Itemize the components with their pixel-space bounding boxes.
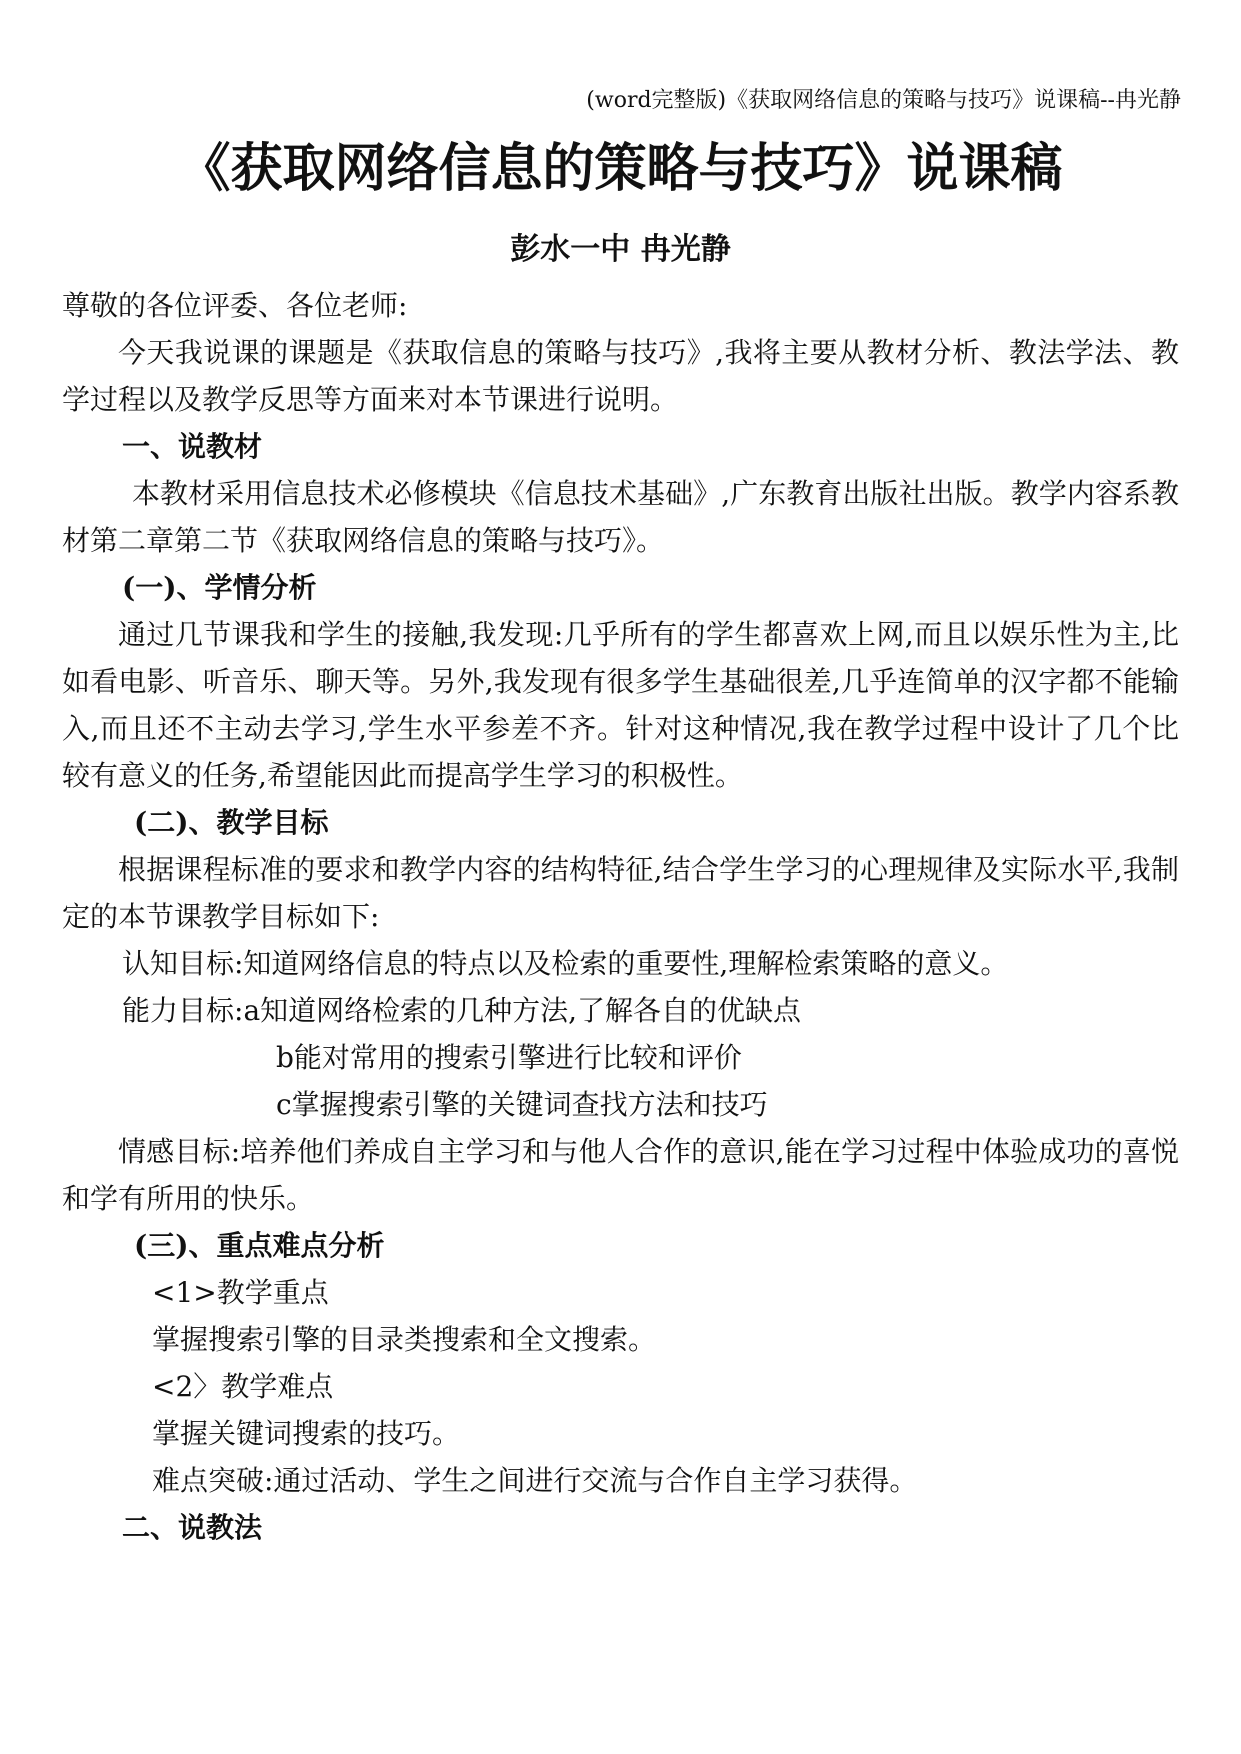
difficulty-text: 掌握关键词搜索的技巧。	[152, 1417, 461, 1450]
emotion-goal: 情感目标:培养他们养成自主学习和与他人合作的意识,能在学习过程中体验成功的喜悦和学有所用的快乐。	[62, 1135, 1179, 1215]
subsection-heading-learner-analysis: (一)、学情分析	[122, 571, 317, 604]
greeting: 尊敬的各位评委、各位老师:	[62, 289, 408, 322]
key-point-label: <1>教学重点	[152, 1276, 329, 1309]
learner-analysis-paragraph: 通过几节课我和学生的接触,我发现:几乎所有的学生都喜欢上网,而且以娱乐性为主,比如看电影、听音乐、聊天等。另外,我发现有很多学生基础很差,几乎连简单的汉字都不能输入,而且还不主动去学习,学生水平参差不齐。针对这种情况,我在教学过程中设计了几个比较有意义的任务,希望能因此而提高学生学习的积极性。	[62, 618, 1179, 792]
cognitive-goal: 认知目标:知道网络信息的特点以及检索的重要性,理解检索策略的意义。	[122, 947, 1009, 980]
document-author: 彭水一中 冉光静	[510, 232, 731, 267]
teaching-goals-paragraph: 根据课程标准的要求和教学内容的结构特征,结合学生学习的心理规律及实际水平,我制定的本节课教学目标如下:	[62, 853, 1179, 933]
intro-paragraph: 今天我说课的课题是《获取信息的策略与技巧》,我将主要从教材分析、教法学法、教学过程以及教学反思等方面来对本节课进行说明。	[62, 336, 1179, 416]
ability-goal-line	[62, 987, 1179, 1034]
ability-goal-label: 能力目标:	[122, 994, 244, 1027]
textbook-paragraph: 本教材采用信息技术必修模块《信息技术基础》,广东教育出版社出版。教学内容系教材第二章第二节《获取网络信息的策略与技巧》。	[62, 477, 1179, 557]
subsection-heading-teaching-goals: (二)、教学目标	[134, 806, 329, 839]
section-heading-textbook: 一、说教材	[122, 430, 263, 463]
section-heading-teaching-method: 二、说教法	[122, 1511, 263, 1544]
difficulty-breakthrough: 难点突破:通过活动、学生之间进行交流与合作自主学习获得。	[152, 1464, 918, 1497]
document-body	[62, 282, 1179, 1551]
difficulty-label: <2〉教学难点	[152, 1370, 334, 1403]
ability-goal-b: b能对常用的搜索引擎进行比较和评价	[276, 1041, 742, 1074]
subsection-heading-key-points: (三)、重点难点分析	[134, 1229, 385, 1262]
ability-goal-a: a知道网络检索的几种方法,了解各自的优缺点	[243, 994, 802, 1027]
key-point-text: 掌握搜索引擎的目录类搜索和全文搜索。	[152, 1323, 657, 1356]
ability-goal-c: c掌握搜索引擎的关键词查找方法和技巧	[276, 1088, 768, 1121]
running-header: (word完整版)《获取网络信息的策略与技巧》说课稿--冉光静	[586, 88, 1181, 113]
document-title: 《获取网络信息的策略与技巧》说课稿	[178, 138, 1063, 199]
